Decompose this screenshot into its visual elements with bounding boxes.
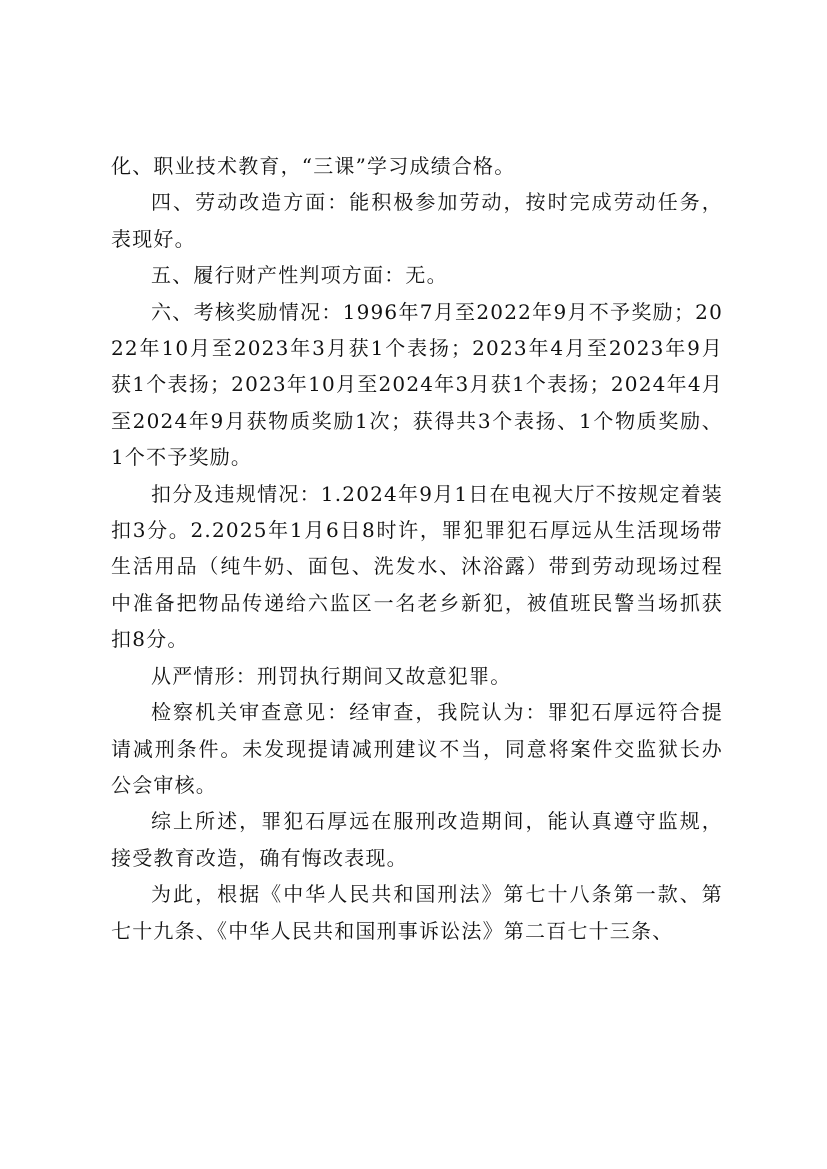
paragraph-deductions-violations: 扣分及违规情况：1.2024年9月1日在电视大厅不按规定着装扣3分。2.2025年1月6日8时许，罪犯罪犯石厚远从生活现场带生活用品（纯牛奶、面包、洗发水、沐浴露）带到劳动现场过程中准备把物品传递给六监区一名老乡新犯，被值班民警当场抓获扣8分。	[111, 481, 723, 652]
paragraph-education-continued: 化、职业技术教育，“三课”学习成绩合格。	[111, 154, 516, 178]
paragraph-property-judgment: 五、履行财产性判项方面：无。	[151, 263, 448, 288]
paragraph-labor-reform: 四、劳动改造方面：能积极参加劳动，按时完成劳动任务，表现好。	[111, 190, 723, 251]
paragraph-procuratorate-opinion: 检察机关审查意见：经审查，我院认为：罪犯石厚远符合提请减刑条件。未发现提请减刑建议不当，同意将案件交监狱长办公会审核。	[111, 700, 723, 797]
paragraph-strict-circumstances: 从严情形：刑罚执行期间又故意犯罪。	[151, 663, 512, 688]
paragraph-summary: 综上所述，罪犯石厚远在服刑改造期间，能认真遵守监规，接受教育改造，确有悔改表现。	[111, 809, 723, 870]
document-body	[111, 148, 723, 949]
paragraph-legal-basis: 为此，根据《中华人民共和国刑法》第七十八条第一款、第七十九条、《中华人民共和国刑事诉讼法》第二百七十三条、	[111, 882, 723, 943]
paragraph-assessment-rewards: 六、考核奖励情况：1996年7月至2022年9月不予奖励；2022年10月至2023年3月获1个表扬；2023年4月至2023年9月获1个表扬；2023年10月至2024年3月获1个表扬；2024年4月至2024年9月获物质奖励1次；获得共3个表扬、1个物质奖励、1个不予奖励。	[111, 299, 723, 470]
